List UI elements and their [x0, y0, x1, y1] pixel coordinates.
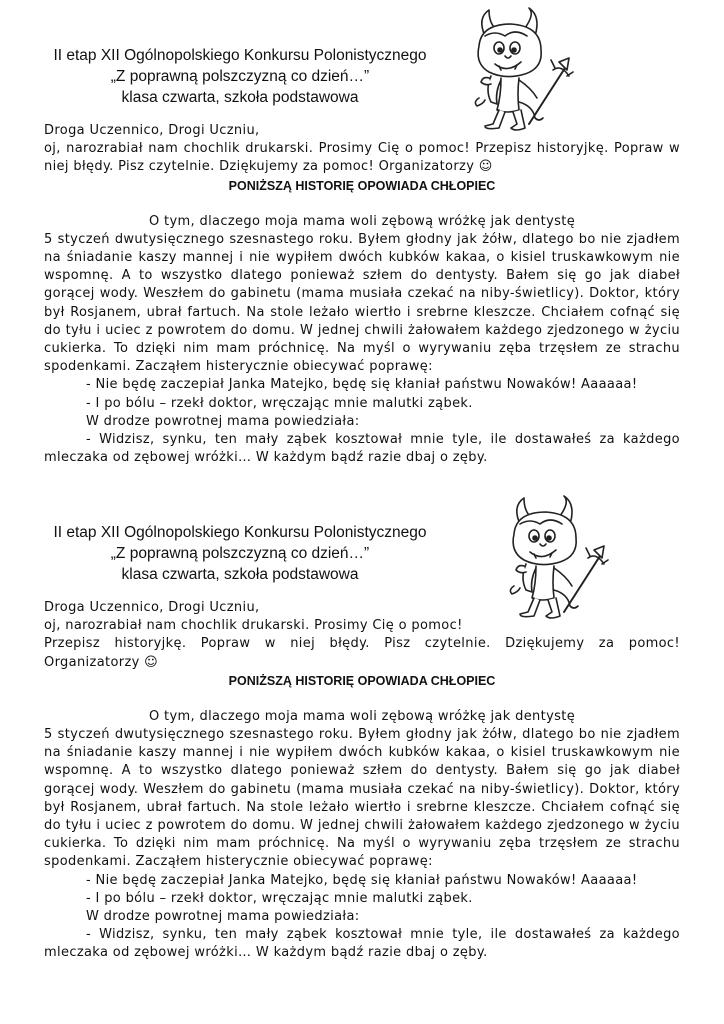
greeting: Droga Uczennico, Drogi Uczniu,: [44, 123, 260, 138]
story-title: O tym, dlaczego moja mama woli zębową wróżkę jak dentystę: [148, 213, 576, 229]
dialogue-line: [44, 926, 680, 962]
dialogue-line: W drodze powrotnej mama powiedziała:: [86, 909, 360, 925]
devil-mascot-icon: [455, 6, 575, 134]
story-paragraph: 5 styczeń dwutysięcznego szesnastego roku. Byłem głodny jak żółw, dlatego bo nie zjadłem na śniadanie kaszy mannej i nie wypiłem dwóch kubków kakaa, o kisiel truskawkowym nie wspomnę. A to wszystko dlatego ponieważ szłem do dentysty. Bałem się go jak diabeł gorącej wody. Weszłem do gabinetu (mama musiała czekać na niby-świetlicy). Doktor, który był Rosjanem, ubrał fartuch. Na stole leżało wiertło i srebrne kleszcze. Chciałem cofnąć się do tyłu i uciec z powrotem do domu. W jednej chwili żałowałem każdego zjedzonego w życiu cukierka. To dzięki nim mam próchnicę. Na myśl o wyrywaniu zęba trzęsłem ze strachu spodenkami. Zacząłem histerycznie obiecywać poprawę:: [44, 727, 680, 870]
story-heading: PONIŻSZĄ HISTORIĘ OPOWIADA CHŁOPIEC: [228, 178, 496, 193]
title-line: „Z poprawną polszczyzną co dzień…”: [110, 545, 370, 562]
instructions: Przepisz historyjkę. Popraw w niej błędy. Pisz czytelnie. Dziękujemy za pomoc! Organizatorzy ☺: [44, 636, 680, 670]
instructions: oj, narozrabiał nam chochlik drukarski. Prosimy Cię o pomoc!: [44, 618, 463, 634]
greeting: Droga Uczennico, Drogi Uczniu,: [44, 600, 260, 615]
title-line: klasa czwarta, szkoła podstawowa: [121, 89, 359, 106]
title-line: „Z poprawną polszczyzną co dzień…”: [110, 68, 370, 85]
dialogue-line: [44, 431, 680, 467]
story-paragraph: 5 styczeń dwutysięcznego szesnastego roku. Byłem głodny jak żółw, dlatego bo nie zjadłem na śniadanie kaszy mannej i nie wypiłem dwóch kubków kakaa, o kisiel truskawkowym nie wspomnę. A to wszystko dlatego ponieważ szłem do dentysty. Bałem się go jak diabeł gorącej wody. Weszłem do gabinetu (mama musiała czekać na niby-świetlicy). Doktor, który był Rosjanem, ubrał fartuch. Na stole leżało wiertło i srebrne kleszcze. Chciałem cofnąć się do tyłu i uciec z powrotem do domu. W jednej chwili żałowałem każdego zjedzonego w życiu cukierka. To dzięki nim mam próchnicę. Na myśl o wyrywaniu zęba trzęsłem ze strachu spodenkami. Zacząłem histerycznie obiecywać poprawę:: [44, 231, 680, 375]
dialogue-text: - Widzisz, synku, ten mały ząbek kosztował mnie tyle, ile dostawałeś za każdego mleczaka od zębowej wróżki… W każdym bądź razie dbaj o zęby.: [44, 927, 680, 961]
worksheet-section-1: [0, 0, 724, 500]
title-line: klasa czwarta, szkoła podstawowa: [121, 566, 359, 583]
dialogue-line: W drodze powrotnej mama powiedziała:: [86, 413, 360, 429]
story-heading: PONIŻSZĄ HISTORIĘ OPOWIADA CHŁOPIEC: [228, 673, 496, 688]
worksheet-section-2: [0, 492, 724, 992]
dialogue-text: - Widzisz, synku, ten mały ząbek kosztował mnie tyle, ile dostawałeś za każdego mleczaka od zębowej wróżki… W każdym bądź razie dbaj o zęby.: [44, 432, 680, 466]
worksheet-body: [44, 122, 680, 467]
dialogue-line: - I po bólu – rzekł doktor, wręczając mnie malutki ząbek.: [86, 395, 473, 411]
instructions: oj, narozrabiał nam chochlik drukarski. Prosimy Cię o pomoc! Przepisz historyjkę. Popraw w niej błędy. Pisz czytelnie. Dziękujemy za pomoc! Organizatorzy ☺: [44, 141, 680, 175]
worksheet-body: [44, 599, 680, 963]
story-title: O tym, dlaczego moja mama woli zębową wróżkę jak dentystę: [148, 708, 576, 724]
dialogue-line: - Nie będę zaczepiał Janka Matejko, będę się kłaniał państwu Nowaków! Aaaaaa!: [86, 872, 638, 888]
dialogue-line: - I po bólu – rzekł doktor, wręczając mnie malutki ząbek.: [86, 890, 473, 906]
title-line: II etap XII Ogólnopolskiego Konkursu Polonistycznego: [53, 524, 427, 541]
dialogue-line: - Nie będę zaczepiał Janka Matejko, będę się kłaniał państwu Nowaków! Aaaaaa!: [86, 377, 638, 393]
contest-title: [0, 522, 480, 585]
title-line: II etap XII Ogólnopolskiego Konkursu Polonistycznego: [53, 47, 427, 64]
contest-title: [0, 45, 480, 108]
